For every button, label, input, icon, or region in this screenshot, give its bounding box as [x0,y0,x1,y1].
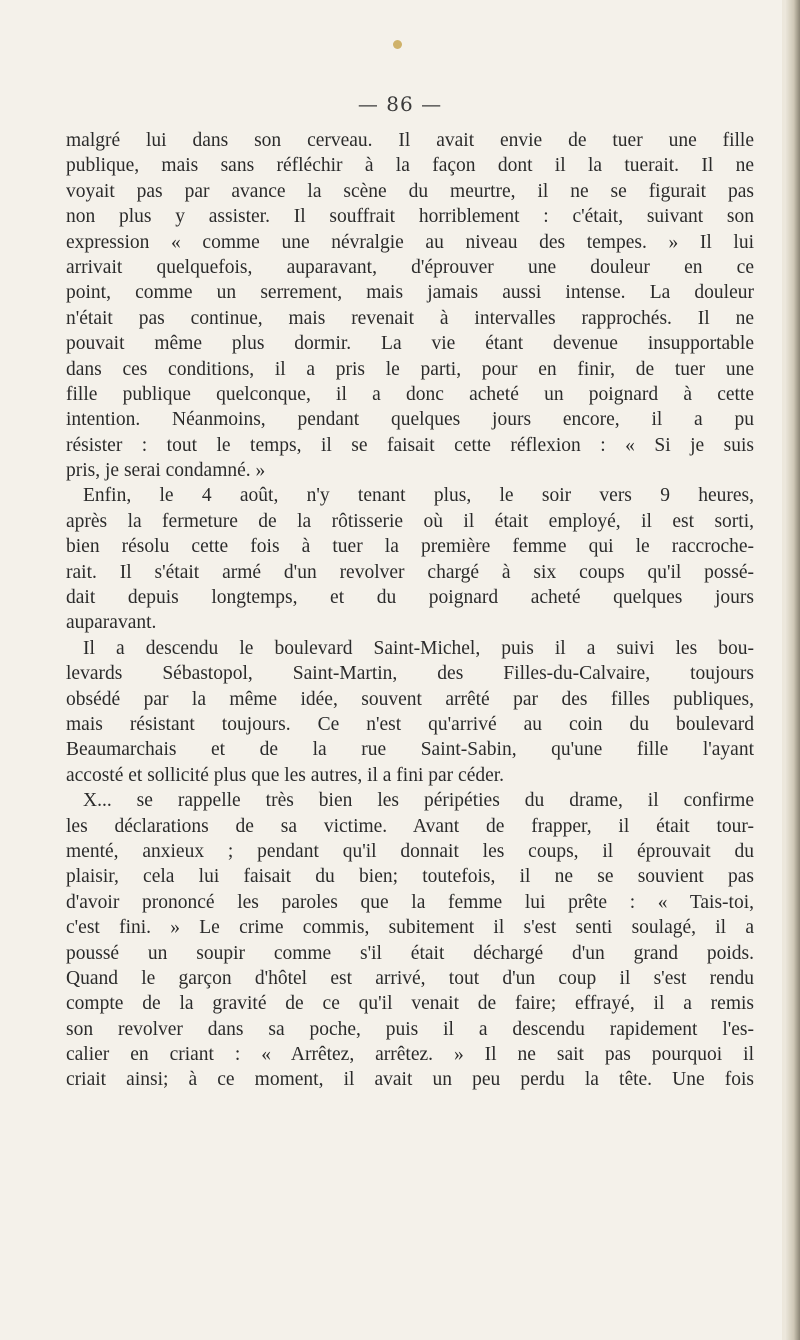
text-line: pouvait même plus dormir. La vie étant devenue insupportable [66,333,754,355]
text-line: bien résolu cette fois à tuer la première femme qui le raccroche- [66,536,754,558]
text-line: expression « comme une névralgie au niveau des tempes. » Il lui [66,231,754,253]
text-line: rait. Il s'était armé d'un revolver chargé à six coups qu'il possé- [66,561,754,583]
text-line: voyait pas par avance la scène du meurtre, il ne se figurait pas [66,180,754,202]
text-line: pris, je serai condamné. » [66,460,266,482]
page-number: — 86 — [357,92,443,116]
text-line: non plus y assister. Il souffrait horriblement : c'était, suivant son [66,206,754,228]
text-line: après la fermeture de la rôtisserie où il était employé, il est sorti, [66,510,754,532]
text-line: Enfin, le 4 août, n'y tenant plus, le soir vers 9 heures, [83,485,754,507]
ink-spot [393,40,402,49]
text-line: Il a descendu le boulevard Saint-Michel, puis il a suivi les bou- [83,637,754,659]
text-line: Quand le garçon d'hôtel est arrivé, tout d'un coup il s'est rendu [66,967,754,989]
text-line: calier en criant : « Arrêtez, arrêtez. » Il ne sait pas pourquoi il [66,1044,754,1066]
text-line: X... se rappelle très bien les péripéties du drame, il confirme [83,790,754,812]
text-line: dait depuis longtemps, et du poignard acheté quelques jours [66,587,754,609]
text-line: mais résistant toujours. Ce n'est qu'arrivé au coin du boulevard [66,713,754,735]
text-line: intention. Néanmoins, pendant quelques jours encore, il a pu [66,409,754,431]
text-line: arrivait quelquefois, auparavant, d'éprouver une douleur en ce [66,256,754,278]
text-line: dans ces conditions, il a pris le parti, pour en finir, de tuer une [66,358,754,380]
page-edge-shadow [786,0,800,1340]
text-line: publique, mais sans réfléchir à la façon dont il la tuerait. Il ne [66,155,754,177]
text-line: point, comme un serrement, mais jamais aussi intense. La douleur [66,282,754,304]
text-line: Beaumarchais et de la rue Saint-Sabin, qu'une fille l'ayant [66,739,754,761]
text-line: d'avoir prononcé les paroles que la femme lui prête : « Tais-toi, [66,891,754,913]
text-line: résister : tout le temps, il se faisait cette réflexion : « Si je suis [66,434,754,456]
text-line: son revolver dans sa poche, puis il a descendu rapidement l'es- [66,1018,754,1040]
text-line: les déclarations de sa victime. Avant de frapper, il était tour- [66,815,754,837]
text-line: criait ainsi; à ce moment, il avait un peu perdu la tête. Une fois [66,1069,754,1091]
text-line: fille publique quelconque, il a donc acheté un poignard à cette [66,383,754,405]
text-line: accosté et sollicité plus que les autres, il a fini par céder. [66,764,505,786]
text-line: compte de la gravité de ce qu'il venait de faire; effrayé, il a remis [66,993,754,1015]
text-line: plaisir, cela lui faisait du bien; toutefois, il ne se souvient pas [66,866,754,888]
text-line: poussé un soupir comme s'il était déchargé d'un grand poids. [66,942,754,964]
text-line: levards Sébastopol, Saint-Martin, des Filles-du-Calvaire, toujours [66,663,754,685]
text-line: menté, anxieux ; pendant qu'il donnait les coups, il éprouvait du [66,840,754,862]
body-text [66,128,754,1093]
text-line: c'est fini. » Le crime commis, subitement il s'est senti soulagé, il a [66,917,754,939]
text-line: malgré lui dans son cerveau. Il avait envie de tuer une fille [66,130,754,151]
text-line: n'était pas continue, mais revenait à intervalles rapprochés. Il ne [66,307,754,329]
text-line: obsédé par la même idée, souvent arrêté par des filles publiques, [66,688,754,710]
text-line: auparavant. [66,612,157,634]
